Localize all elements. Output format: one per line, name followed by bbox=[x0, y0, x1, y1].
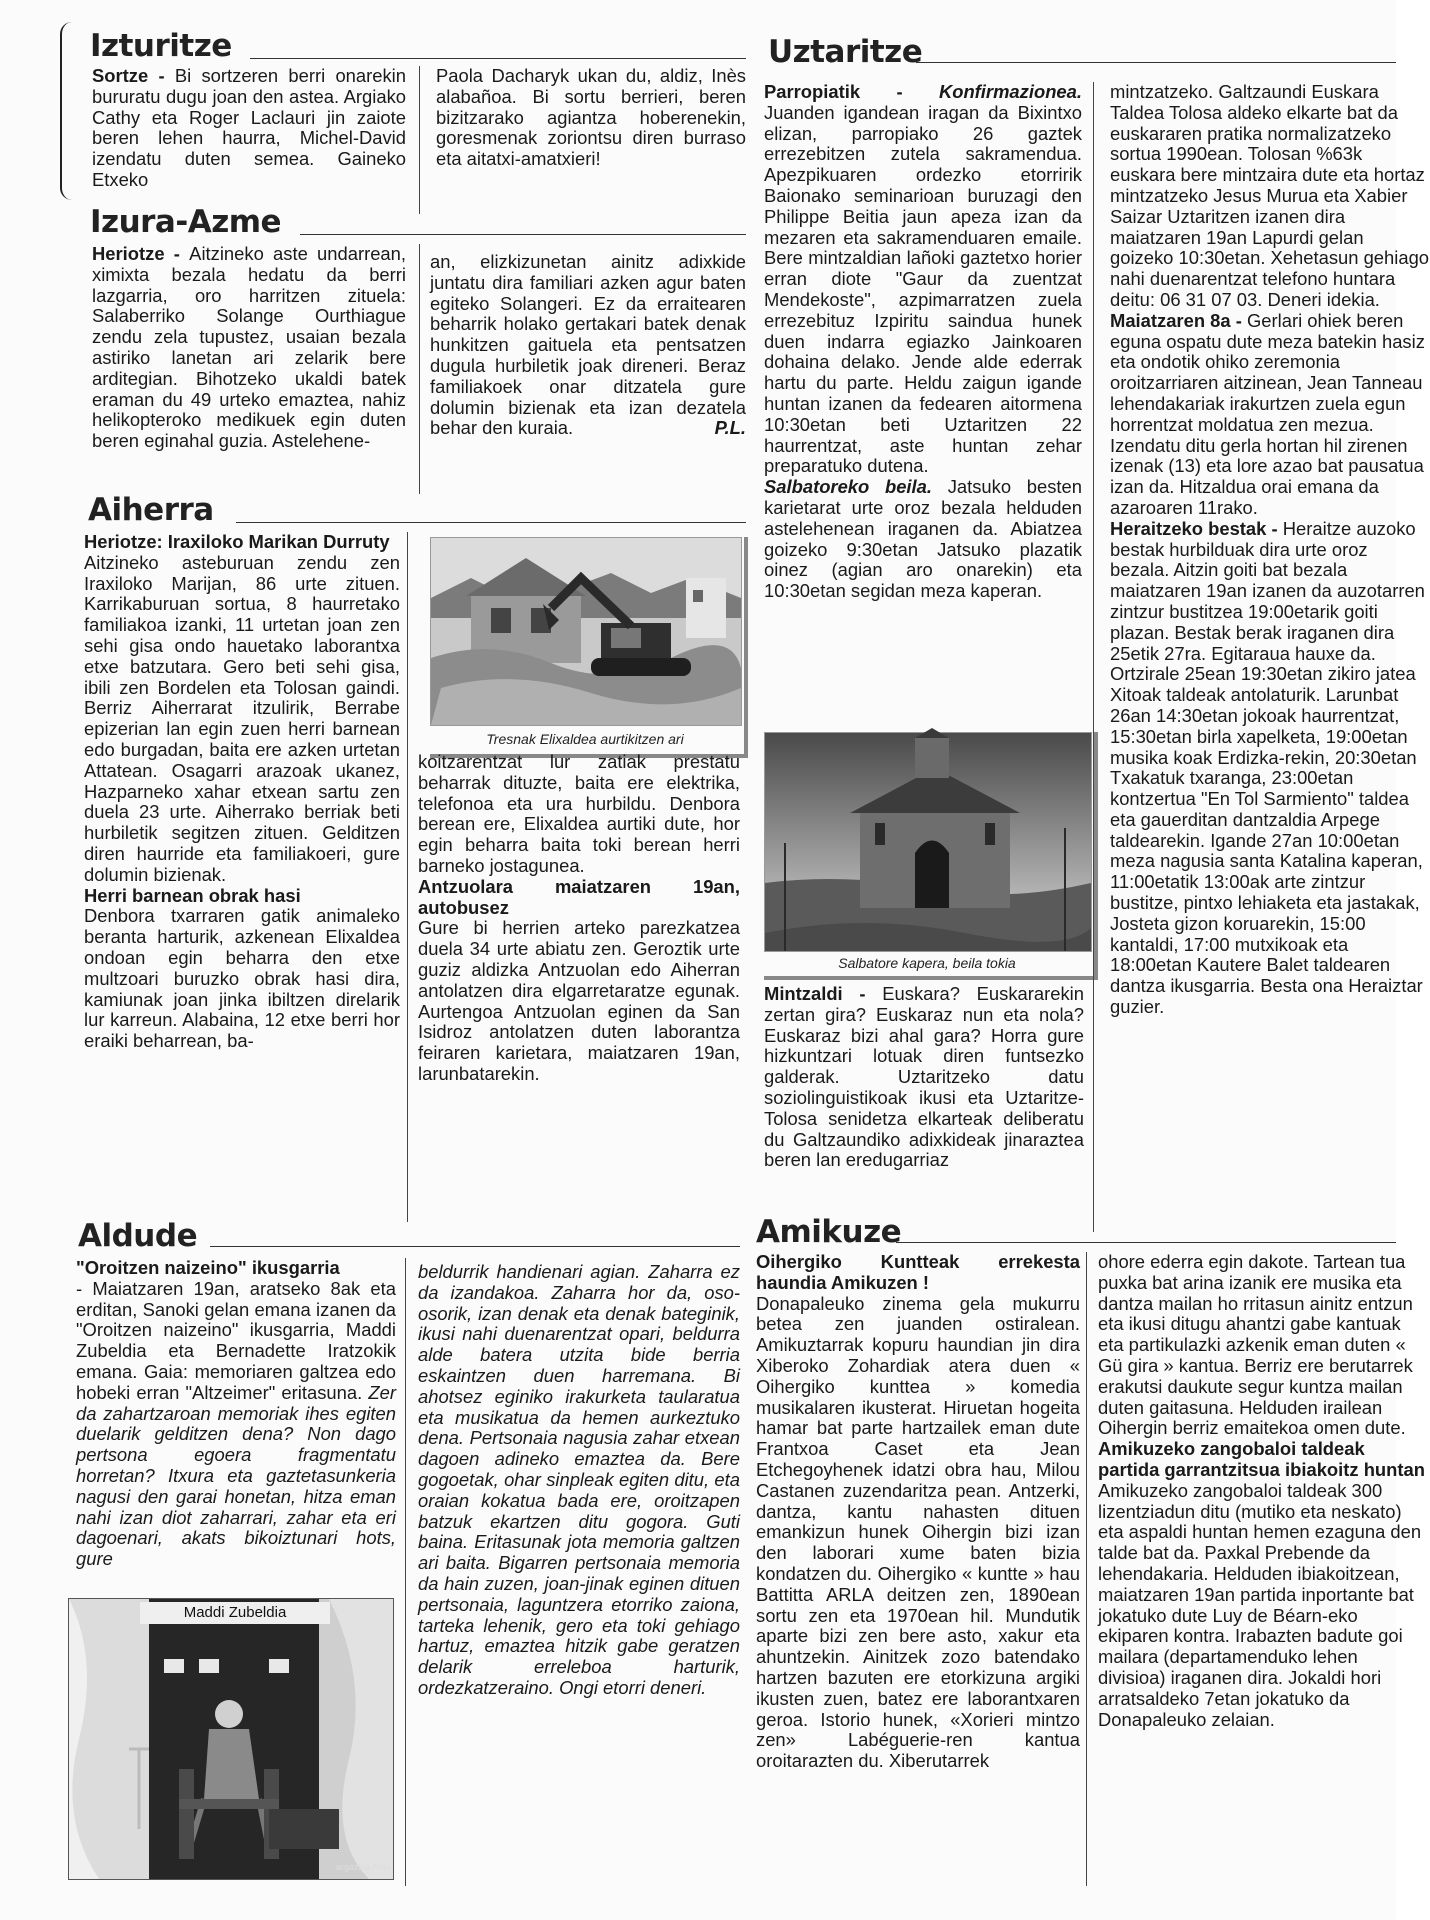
article-text: - Maiatzaren 19an, aratseko 8ak eta erditan, Sanoki gelan emana izanen da "Oroitzen naizeino" ikusgarria, Maddi Zubeldia eta Bernadette Iratzokik emana. Gaia: memoriaren galtzea edo hobeki erran "Altzeimer" eritasuna. bbox=[76, 1277, 396, 1403]
uztaritze-col1b bbox=[764, 984, 1084, 1220]
article-text: Amikuzeko zangobaloi taldeak 300 lizentziadun ditu (mutiko eta neskato) eta aspaldi huntan hemen ezaguna den talde bat da. Paxkal Prebende da lehendakaria. Helduden ibiakoitzean, maiatzaren 19an partida inportante bat jokatuko dute Luy de Béarn-eko ekiparen kontra. Irabazten badute goi mailara (departamenduko lehen divisioa) iraganen dira. Jokaldi hori arratsaldeko 7etan jokatuko da Donapaleuko zelaian. bbox=[1098, 1479, 1422, 1730]
lead-label: Heriotze - bbox=[92, 243, 190, 264]
demolition-photo-caption: Tresnak Elixaldea aurtikitzen ari bbox=[486, 731, 684, 747]
subheading: Heriotze: Iraxiloko Marikan Durruty bbox=[84, 531, 390, 552]
section-rule bbox=[300, 234, 746, 235]
section-title-aiherra: Aiherra bbox=[88, 492, 214, 528]
column-divider bbox=[405, 1258, 406, 1886]
lead-label: Sortze - bbox=[92, 65, 175, 86]
article-text: beldurrik handienari agian. Zaharra ez da izandakoa. Zaharra hor da, oso-osorik, izan denak eta denak bateginik, ikusi nahi duenarentzat opari, beldurra alde batera utzita bide berria eskaintzen duen harremana. Bi ahotsez eginiko irakurketa taularatua eta musikatua da hemen aurkeztuko dena. Pertsonaia nagusia zahar etxean dagoen adineko emaztea da. Bere gogoetak, ohar sinpleak egiten ditu, eta oraian kokatua bada ere, oroitzapen batzuk ekartzen ditu gogora. Guti baina. Eritasunak jota memoria galtzen ari baita. Bigarren pertsonaia memoria da hain zuzen, joan-jinak eginen dituen pertsonaia, laguntzera etorriko zaiona, tarteka lehenik, gero eta toki gehiago hartuz, emaztea hitzik gabe geratzen delarik erreleboa harturik, ordezkatzeraino. Ongi etorri deneri. bbox=[418, 1261, 740, 1698]
section-rule bbox=[896, 1242, 1396, 1243]
izturitze-col2 bbox=[436, 66, 746, 212]
article-text: Euskara? Euskararekin zertan gira? Euskaraz nun eta nola? Euskaraz bizi ahal gara? Horra gure hizkuntzari lotuak diren funtsezko galderak. Uztaritzeko datu soziolinguistikoak ikusi eta Uztaritze-Tolosa senidetza elkarteak deliberatu du Galtzaundiko adixkideak jinaraztea beren lan eredugarriaz bbox=[764, 983, 1084, 1171]
chapel-photo-caption: Salbatore kapera, beila tokia bbox=[838, 955, 1016, 971]
article-text: Bi sortzeren berri onarekin bururatu dugu joan den astea. Argiako Cathy eta Roger Laclauri jin zaiote beren lehen haurra, Michel-David izendatu duten semea. Gaineko Etxeko bbox=[92, 65, 406, 190]
section-rule bbox=[236, 522, 746, 523]
aiherra-col2 bbox=[418, 752, 740, 1222]
article-text: Zer da zahartzaroan memoriak ihes egiten duelarik gelditzen dena? Non dago pertsona egoera fragmentatu horretan? Itxura eta gaztetasunkeria nagusi den garai honetan, hitza eman nahi izan diot zaharrari, zahar eta eri dagoenari, akats bikoiztunari hots, gure bbox=[76, 1381, 396, 1570]
section-title-izura-azme: Izura-Azme bbox=[90, 204, 282, 240]
article-text: Paola Dacharyk ukan du, aldiz, Inès alabañoa. Bi sortu berrieri, beren bizitzarako agiantza hoberenekin, goresmenak zoriontsu diren burraso eta aitatxi-amatxieri! bbox=[436, 65, 746, 170]
uztaritze-col2 bbox=[1110, 82, 1430, 1232]
amikuze-col1 bbox=[756, 1252, 1080, 1882]
article-text: Heraitze auzoko bestak hurbilduak dira urte oroz bezala. Aitzin goiti bat bezala maiatzaren 19an izanen da auzotarren zintzur bustitzea 19:00etarik goiti plazan. Bestak berak iraganen dira 25etik 27ra. Egitaraua hauxe da. Ortzirale 25ean 19:30etan zikiro jatea Xitoak taldeak antolaturik. Larunbat 26an 14:30etan jokoak haurrentzat, 15:30etan birla xapelketa, 19:00etan musika koak Erdizka-rekin, 20:30etan Txakatuk txaranga, 23:00etan kontzertua "En Tol Sarmiento" taldea eta gauerditan dantzaldia Arpege taldearekin. Igande 27an 10:00etan meza nagusia santa Katalina kaperan, 11:00etatik 13:00ak arte zintzur bustitze, pintxo lehiaketa eta jastakak, Josteta gizon koruarekin, 15:00 kantaldi, 17:00 mutxikoak eta 18:00etan Kautere Balet taldearen dantza ikusgarria. Besta ona Heraiztar guzier. bbox=[1110, 517, 1425, 1018]
column-divider bbox=[1093, 82, 1094, 1232]
subheading: Antzuolara maiatzaren 19an, autobusez bbox=[418, 875, 740, 918]
lead-label: Maiatzaren 8a - bbox=[1110, 309, 1247, 331]
aldude-col2 bbox=[418, 1262, 740, 1886]
author-signature: P.L. bbox=[714, 417, 746, 439]
column-divider bbox=[419, 66, 420, 214]
lead-label: Heraitzeko bestak - bbox=[1110, 517, 1283, 539]
article-text: Juanden igandean iragan da Bixintxo elizan, parropiako 26 gaztek errezebitzen zutela sakramendua. Apezpikuaren ordezko etorririk Baionako seminarioan buruzagi den Philippe Beitia jaun apeza izan da mezaren eta sakramenduaren emaile. Bere mintzaldian lañoki gaztetxo horier erran diote "Gaur da zuentzat Mendekoste", azpimarratzen zuela errezebituz Izpiritu saindua hunek duen indarra egiazko Jainkoaren dohaina delako. Jende alde ederrak hartu du parte. Heldu zaigun igande huntan izanen da fedearen aitormena 10:30etan beti Uztaritzen 22 haurrentzat, aste huntan zehar preparatuko dutena. bbox=[764, 101, 1082, 477]
section-title-izturitze: Izturitze bbox=[90, 28, 232, 64]
photo-credit: argazkia Amu bbox=[336, 1862, 391, 1872]
article-text: an, elizkizunetan ainitz adixkide juntatu dira familiari azken agur baten egiteko Solangeri. Ez da erraitearen beharrik holako gertakari batek denak hunkitzen gaituela eta pentsatzen dugula hurbiletik joak direneri. Beraz familiakoek onar ditzatela gure dolumin bizienak eta izan dezatela behar den kuraia. bbox=[430, 251, 746, 439]
photo-label: Maddi Zubeldia bbox=[140, 1602, 330, 1624]
article-text: Aitzineko asteburuan zendu zen Iraxiloko Marijan, 86 urte zituen. Karrikaburuan sortua, 8 haurretako familiakoa izanki, 11 urtetan joan zen sehi gisa ondo hauetako laborantxa etxe batzutara. Gero beti sehi gisa, ibili zen Bordelen eta Tolosan gaindi. Berriz Aiherrarat itzulirik, Berrabe epizerian lan egin zuen herri barnean edo burgadan, baita ere azken urtetan Attatean. Osagarri arazoak ukanez, Hazparneko xahar etxean sartu zen duela 23 urte. Aiherrako berriak beti hurbiletik segitzen zituen. Gelditzen diren haurride eta familiakoeri, gure dolumin bizienak. bbox=[84, 551, 400, 885]
subheading: Herri barnean obrak hasi bbox=[84, 884, 301, 906]
article-text: Donapaleuko zinema gela mukurru betea zen juanden ostiralean. Amikuztarrak kopuru haundian jin dira Xiberoko Zohardiak atera duen « Oihergiko kunttea » komedia musikalaren ikusterat. Hiruetan hogeita hamar bat parte hartzailek eman dute Frantxoa Caset eta Jean Etchegoyhenek idatzi obra hau, Milou Castanen zuzendaritza pean. Antzerki, dantza, kantu nahasten dituen emankizun hunek Oihergin bizi izan den laborari xume baten bizia kondatzen du. Oihergiko « kuntte » hau Battitta ARLA deitzen zen, 1890ean sortu zen eta 1970ean hil. Mundutik aparte bizi zen bere asto, xakur eta ahuntzekin. Ainitzek zozo batendako hartzen bazuten ere etorkizuna argiki ikusten zuen, batez ere laborantxaren geroa. Istorio hunek, «Xorieri mintzo zen» Labéguerie-ren kantua oroitarazten du. Xiberutarrek bbox=[756, 1292, 1080, 1772]
section-title-uztaritze: Uztaritze bbox=[768, 34, 923, 70]
lead-label: Mintzaldi - bbox=[764, 983, 883, 1004]
photo-shadow bbox=[430, 537, 748, 758]
article-text: Gerlari ohiek beren eguna ospatu dute meza batekin hasiz eta ondotik ohiko zeremonia oroitzarriaren aitzinean, Jean Tanneau lehendakariak irakurtzen zuela egun horrentzat moldatua zen mezua. Izendatu ditu gerla hortan hil zirenen izenak (13) eta lore azao bat pausatua izan da. Hitzaldua orai emana da azaroaren 11rako. bbox=[1110, 309, 1425, 518]
article-text: koitzarentzat lur zatiak prestatu beharrak dituzte, baita ere elektrika, telefonoa eta ura hurbildu. Denbora berean ere, Elixaldea aurtiki dute, hor egin beharra baita toki berean herri barneko jostagunea. bbox=[418, 751, 740, 876]
subheading: Oihergiko Kuntteak errekesta haundia Amikuzen ! bbox=[756, 1251, 1080, 1293]
izturitze-col1 bbox=[92, 66, 406, 212]
subheading: "Oroitzen naizeino" ikusgarria bbox=[76, 1257, 340, 1278]
performer-illustration bbox=[69, 1599, 393, 1879]
lead-label: Parropiatik - bbox=[764, 81, 939, 102]
section-rule bbox=[916, 62, 1396, 63]
subheading: Amikuzeko zangobaloi taldeak partida garrantzitsua ibiakoitz huntan bbox=[1098, 1438, 1425, 1480]
article-text: Gure bi herrien arteko parezkatzea duela 34 urte abiatu zen. Geroztik urte guziz aldizka Antzuolan edo Aiherran antolatzen dira elgarretaratze egunak. Aurtengoa Antzuolan eginen da San Isidroz antolatzen duten laborantza feiraren karietara, maiatzaren 19an, larunbatarekin. bbox=[418, 917, 740, 1084]
uztaritze-col1 bbox=[764, 82, 1082, 742]
lead-label: Konfirmazionea. bbox=[938, 81, 1082, 102]
column-divider bbox=[419, 244, 420, 494]
section-title-amikuze: Amikuze bbox=[756, 1214, 902, 1250]
article-text: Aitzineko aste undarrean, ximixta bezala hedatu da berri lazgarria, oro harritzen zituela: Salaberriko Solange Ourthiague zendu zela tupustez, usaian bezala astiriko lanetan ari zelarik bere arditegian. Bihotzeko ukaldi batek eraman du 49 urteko emaztea, nahiz helikopteroko medikuek egin duten beren eginahal guzia. Astelehene- bbox=[92, 243, 406, 452]
izura-col2 bbox=[430, 252, 746, 496]
section-rule bbox=[210, 1246, 740, 1247]
column-divider bbox=[1086, 1252, 1087, 1886]
column-divider bbox=[407, 532, 408, 1222]
lead-label: Salbatoreko beila. bbox=[764, 476, 932, 498]
amikuze-col2 bbox=[1098, 1252, 1428, 1886]
theatre-photo bbox=[68, 1598, 394, 1880]
photo-shadow bbox=[764, 732, 1098, 980]
section-rule bbox=[250, 58, 746, 59]
article-text: ohore ederra egin dakote. Tartean tua puxka bat arina izanik ere musika eta dantza mailan ho rritasun ainitz entzun eta ikusi ditugu ahantzi gabe kantuak eta partikulazki azkenik eman duten « Gü gira » kantua. Berriz ere berutarrek erakutsi daukute segur kuntza mailan duten gaitasuna. Helduden irailean Oihergin berriz emaitekoa omen dute. bbox=[1098, 1251, 1413, 1439]
izura-col1 bbox=[92, 244, 406, 492]
article-text: Denbora txarraren gatik animaleko beranta harturik, azkenean Elixaldea ondoan egin beharra den etxe multzoari buruzko obrak hasi dira, kamiunak joan jinka ibiltzen direlarik lur karreun. Alabaina, 12 etxe berri hor eraiki beharrean, ba- bbox=[84, 905, 400, 1052]
article-text: mintzatzeko. Galtzaundi Euskara Taldea Tolosa aldeko elkarte bat da euskararen pratika normalizatzeko sortua 1990ean. Tolosan %63k euskara bere mintzaira dute eta hortaz mintzatzeko Jesus Murua eta Xabier Saizar Uztaritzen izanen dira maiatzaren 19an Lapurdi gelan goizeko 10:30etan. Xehetasun gehiago nahi duenarentzat telefono huntara deitu: 06 31 07 03. Deneri idekia. bbox=[1110, 81, 1430, 310]
aldude-col1 bbox=[76, 1258, 396, 1596]
section-title-aldude: Aldude bbox=[78, 1218, 198, 1254]
page-edge-mark bbox=[60, 22, 72, 200]
article-text: Jatsuko besten karietarat urte oroz bezala helduden astelehenean iraganen da. Abiatzea goizeko 9:30etan Jatsuko plazatik oinez (agian aro onarekin) eta 10:30etan segidan meza kaperan. bbox=[764, 476, 1082, 602]
aiherra-col1 bbox=[84, 532, 400, 1222]
